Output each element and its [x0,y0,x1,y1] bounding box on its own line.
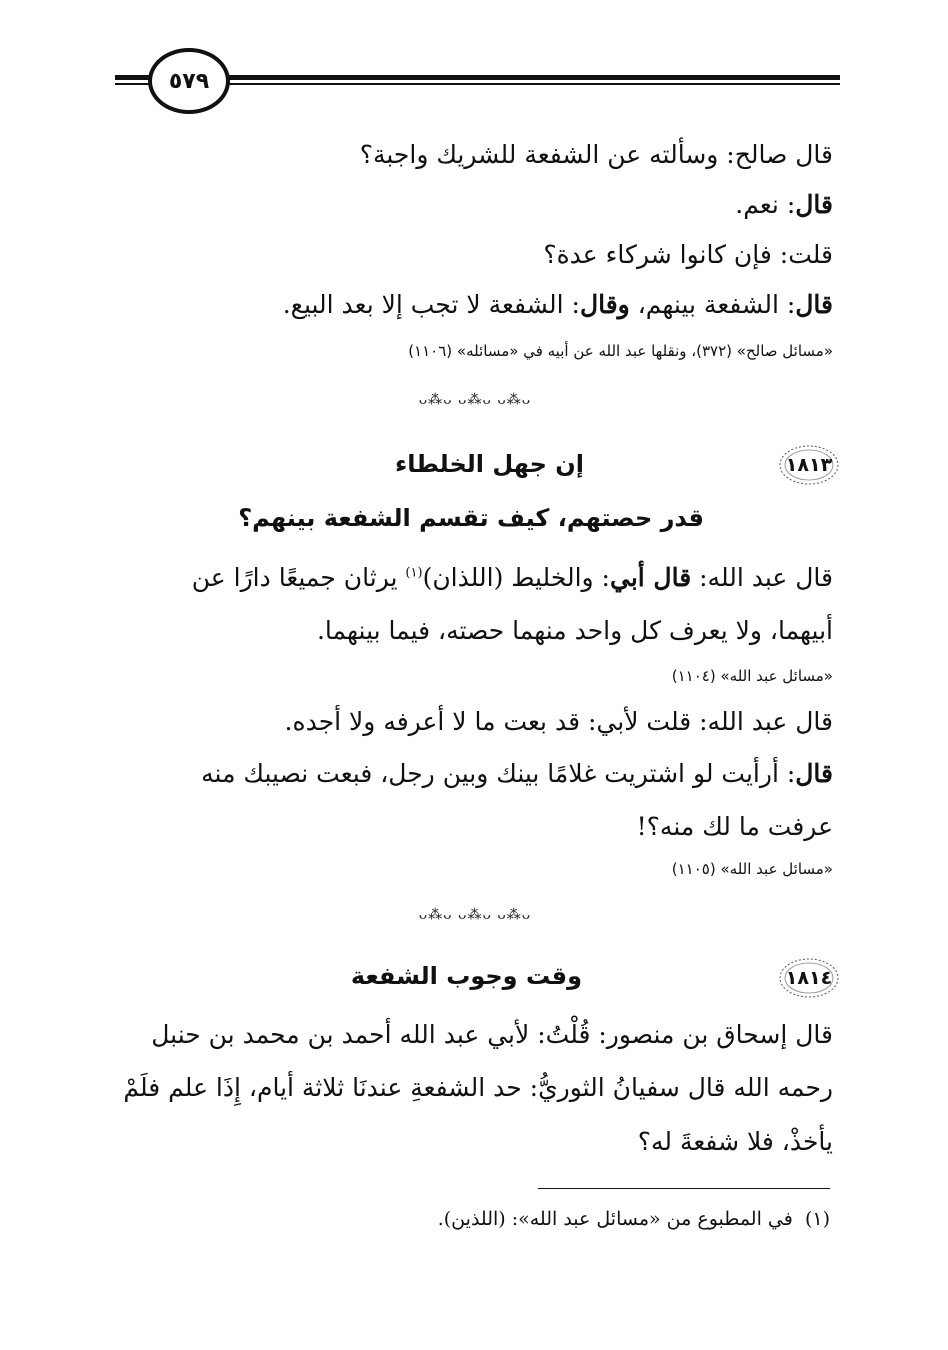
text-line [735,190,833,220]
text-line [283,290,833,320]
footnote [438,1208,830,1230]
footnote-rule [538,1188,830,1189]
text-run: قال عبد الله: [691,563,833,592]
section-number: ١٨١٣ [785,454,833,476]
text-run: : والخليط (اللذان) [422,563,610,592]
source-citation: «مسائل عبد الله» (١١٠٥) [671,860,833,878]
section-divider-ornament: ᴗ⁂ᴗ ᴗ⁂ᴗ ᴗ⁂ᴗ [418,907,532,923]
text-line: عرفت ما لك منه؟! [636,812,833,841]
footnote-text: في المطبوع من «مسائل عبد الله»: (اللذين). [437,1208,793,1230]
text-run: : الشفعة بينهم، [629,290,796,319]
speaker-label: قال [795,290,833,319]
text-run: : الشفعة لا تجب إلا بعد البيع. [282,290,580,319]
section-divider-ornament: ᴗ⁂ᴗ ᴗ⁂ᴗ ᴗ⁂ᴗ [418,392,532,408]
text-run: : نعم. [735,190,796,219]
text-line: قال إسحاق بن منصور: قُلْتُ: لأبي عبد الله أحمد بن محمد بن حنبل [151,1020,833,1049]
section-title: إن جهل الخلطاء [395,450,584,478]
text-run: : أرأيت لو اشتريت غلامًا بينك وبين رجل، فبعت نصيبك منه [201,759,796,788]
text-line: أبيهما، ولا يعرف كل واحد منهما حصته، فيما بينهما. [316,616,833,645]
text-line: قال صالح: وسألته عن الشفعة للشريك واجبة؟ [359,140,833,169]
text-line: قال عبد الله: قلت لأبي: قد بعت ما لا أعرفه ولا أجده. [284,707,833,736]
section-title: قدر حصتهم، كيف تقسم الشفعة بينهم؟ [238,504,704,532]
footnote-marker: (١) [405,565,423,581]
page-number [148,48,230,114]
speaker-label: قال [795,190,833,219]
section-number: ١٨١٤ [785,967,833,989]
text-line: قلت: فإن كانوا شركاء عدة؟ [543,240,833,269]
speaker-label: قال [795,759,833,788]
text-line [115,759,833,789]
text-line [115,563,833,593]
text-line: رحمه الله قال سفيانُ الثوريُّ: حد الشفعةِ عندنَا ثلاثة أيام، إِذَا علم فلَمْ [123,1073,833,1102]
page-number-text: ٥٧٩ [168,68,210,94]
source-citation: «مسائل صالح» (٣٧٢)، ونقلها عبد الله عن أبيه في «مسائله» (١١٠٦) [408,342,833,360]
section-number-badge [778,444,840,486]
section-number-badge [778,957,840,999]
source-citation: «مسائل عبد الله» (١١٠٤) [671,667,833,685]
text-run: يرثان جميعًا دارًا عن [191,563,406,592]
footnote-number: (١) [804,1208,830,1230]
speaker-label: وقال [579,290,630,319]
text-line: يأخذْ، فلا شفعةَ له؟ [637,1127,833,1156]
section-title: وقت وجوب الشفعة [350,962,582,990]
speaker-label: قال أبي [609,563,692,592]
